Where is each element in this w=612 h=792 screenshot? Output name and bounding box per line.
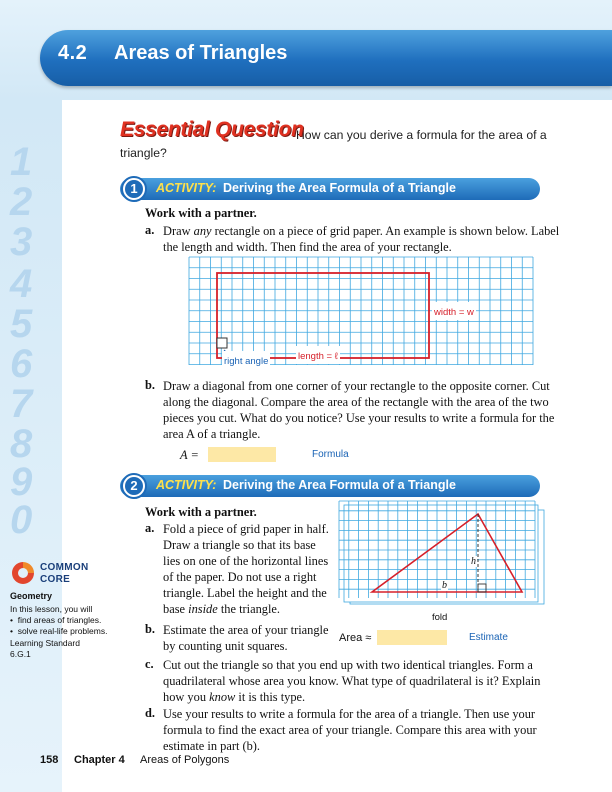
text-span: the triangle. (217, 602, 281, 616)
bullet-text: solve real-life problems. (17, 626, 108, 636)
essential-question-text: How can you derive a formula for the area of a triangle? (120, 128, 547, 160)
lesson-title: Areas of Triangles (114, 42, 288, 64)
formula-note: Formula (312, 449, 349, 460)
right-angle-label: right angle (224, 356, 269, 367)
fold-label: fold (432, 612, 448, 623)
footer-chapter-title: Areas of Polygons (140, 754, 230, 766)
common-core-logo-icon (10, 560, 36, 586)
margin-digit: 0 (10, 498, 33, 542)
part-label: a. (145, 521, 155, 535)
grid-lines (339, 501, 535, 598)
activity-2-part-d-text: Use your results to write a formula for the area of a triangle. Then use your formula to find the exact area of your triangle. Compare this area with your estimate in part (b). (163, 707, 537, 753)
part-label: a. (145, 223, 155, 237)
activity-1-label: ACTIVITY: (156, 181, 217, 195)
emphasis-inside: inside (188, 602, 218, 616)
emphasis-know: know (209, 690, 236, 704)
part-label: b. (145, 622, 155, 636)
common-core-bullet: • find areas of triangles. (10, 615, 102, 625)
length-label-box (296, 346, 340, 364)
emphasis-any: any (193, 224, 212, 238)
estimate-note: Estimate (469, 632, 508, 643)
margin-digit: 1 (10, 140, 33, 184)
activity-1-number-badge (121, 176, 147, 202)
common-core-subject: Geometry (10, 591, 53, 601)
activity-1-title: Deriving the Area Formula of a Triangle (223, 181, 456, 195)
activity-1-part-a-text (163, 223, 563, 255)
margin-digit: 7 (10, 382, 33, 426)
common-core-intro: In this lesson, you will (10, 604, 93, 614)
estimate-answer-prefix: Area ≈ (339, 632, 372, 644)
margin-digit: 4 (10, 262, 33, 306)
common-core-standard-label: Learning Standard (10, 638, 80, 648)
text-span: Draw (163, 224, 194, 238)
height-label: h (471, 556, 476, 567)
activity-2-number-badge (121, 473, 147, 499)
base-label: b (442, 580, 447, 591)
margin-digit: 6 (10, 342, 33, 386)
lesson-number: 4.2 (58, 42, 88, 64)
margin-digit: 5 (10, 302, 33, 346)
right-angle-marker (217, 338, 227, 348)
essential-question-label: Essential Question (120, 118, 304, 141)
common-core-line1: COMMON (40, 562, 89, 573)
activity-2-label: ACTIVITY: (156, 478, 217, 492)
activity-2-title: Deriving the Area Formula of a Triangle (223, 478, 456, 492)
width-label-box (432, 302, 476, 320)
activity-1-number: 1 (125, 180, 143, 198)
part-label: c. (145, 657, 154, 671)
formula-answer-box[interactable] (208, 447, 276, 462)
common-core-bullet: • solve real-life problems. (10, 626, 108, 636)
estimate-answer-box[interactable] (377, 630, 447, 645)
width-label: width = w (434, 307, 474, 318)
formula-answer-prefix: A = (180, 448, 199, 462)
footer-chapter: Chapter 4 (74, 754, 125, 766)
activity-2-intro: Work with a partner. (145, 505, 257, 519)
activity-2-part-c-text (163, 657, 563, 705)
margin-digit: 8 (10, 422, 33, 466)
text-span: Cut out the triangle so that you end up with two identical triangles. Form a quadrilateral whose area you know. What type of quadrilateral is it? Explain how you (163, 658, 541, 704)
common-core-standard: 6.G.1 (10, 649, 31, 659)
grid-rectangle-figure (188, 256, 534, 366)
activity-2-part-a-text (163, 521, 331, 617)
activity-1-intro: Work with a partner. (145, 206, 257, 220)
margin-digit: 2 (10, 180, 33, 224)
activity-1-part-b-text: Draw a diagonal from one corner of your rectangle to the opposite corner. Cut along the diagonal. Compare the area of the rectangle with the area of the two pieces you cut. What do you notice? Use your results to write a formula for the area A of a triangle. (163, 379, 555, 441)
activity-2-part-b-text: Estimate the area of your triangle by counting unit squares. (163, 623, 329, 653)
text-span: Fold a piece of grid paper in half. Draw a triangle so that its base lies on one of the horizontal lines of the paper. Do not use a right triangle. Label the height and the base (163, 522, 329, 616)
right-angle-label-box (222, 351, 270, 369)
part-label: d. (145, 706, 155, 720)
page-number: 158 (40, 754, 59, 766)
common-core-line2: CORE (40, 574, 71, 585)
text-span: it is this type. (235, 690, 306, 704)
text-span: rectangle on a piece of grid paper. An example is shown below. Label the length and width. Then find the area of your rectangle. (163, 224, 560, 254)
length-label: length = ℓ (298, 351, 338, 362)
margin-digit: 3 (10, 220, 33, 264)
part-label: b. (145, 378, 155, 392)
activity-2-number: 2 (125, 477, 143, 495)
bullet-text: find areas of triangles. (17, 615, 102, 625)
grid-triangle-figure (338, 500, 548, 612)
margin-digit: 9 (10, 460, 33, 504)
